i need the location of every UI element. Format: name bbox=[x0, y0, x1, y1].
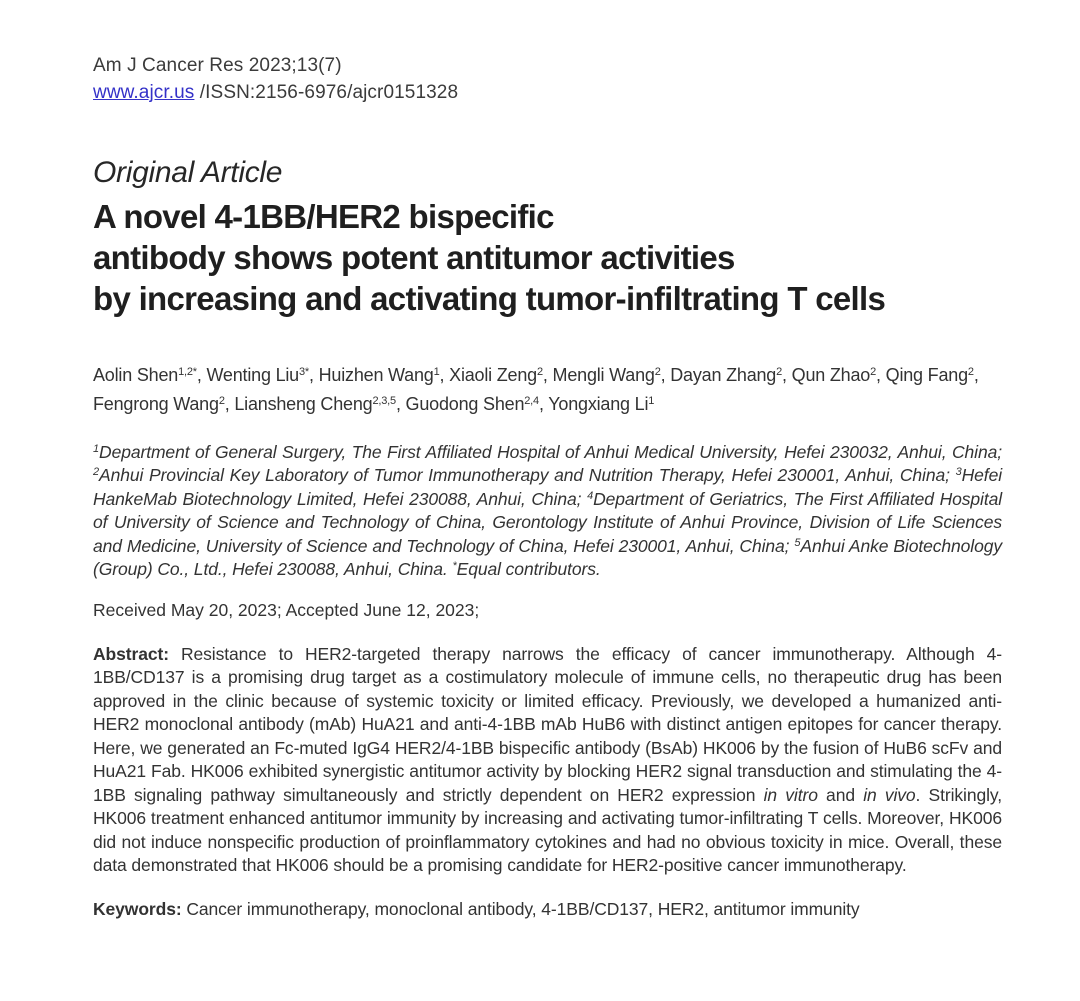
author-affil-sup: 2 bbox=[776, 365, 783, 378]
author: Qing Fang bbox=[885, 364, 968, 385]
abstract-italic-term: in vitro bbox=[763, 784, 818, 805]
affil-sup: 2 bbox=[93, 466, 100, 478]
issn-text: /ISSN:2156-6976/ajcr0151328 bbox=[194, 82, 459, 103]
affil-sup: * bbox=[452, 560, 457, 572]
author-separator: , bbox=[782, 364, 792, 385]
author-affil-sup: 2 bbox=[218, 394, 225, 407]
affil-sup: 4 bbox=[587, 489, 594, 502]
author-affil-sup: 2 bbox=[870, 365, 877, 378]
author-affil-sup: 2,4 bbox=[524, 394, 539, 407]
author: Aolin Shen bbox=[93, 364, 179, 385]
affil-text: Anhui Anke Biotechnology (Group) Co., Ltd., Hefei 230088, Anhui, China. bbox=[93, 535, 1002, 579]
article-title bbox=[93, 196, 1002, 319]
affil-sup: 5 bbox=[794, 536, 801, 549]
author: Fengrong Wang bbox=[93, 393, 219, 414]
author-affil-sup: 1 bbox=[433, 365, 440, 378]
affil-sup: 3 bbox=[955, 466, 962, 478]
author-separator: , bbox=[973, 364, 979, 385]
author-separator: , bbox=[660, 364, 671, 385]
author-separator: , bbox=[224, 393, 235, 414]
received-accepted-line: Received May 20, 2023; Accepted June 12, 2023; bbox=[93, 600, 480, 620]
keywords-line bbox=[93, 898, 1002, 922]
author-list bbox=[93, 361, 1002, 419]
author-separator: , bbox=[542, 364, 553, 385]
abstract-label: Abstract: bbox=[93, 643, 169, 664]
author-affil-sup: 2 bbox=[654, 365, 661, 378]
abstract-italic-term: in vivo bbox=[863, 784, 916, 805]
journal-issn-line bbox=[93, 79, 1002, 106]
author-affil-sup: 2 bbox=[967, 365, 974, 378]
author-affil-sup: 2 bbox=[537, 365, 543, 378]
author-separator: , bbox=[538, 393, 549, 414]
abstract-text: and bbox=[817, 784, 864, 805]
abstract-text: Resistance to HER2-targeted therapy narrows the efficacy of cancer immunotherapy. Although 4-1BB/CD137 is a promising drug target as a costimulatory molecule of immune cells, no therapeutic drug has been approved in the clinic because of systemic toxicity or limited efficacy. Previously, we developed a humanized anti-HER2 monoclonal antibody (mAb) HuA21 and anti-4-1BB mAb HuB6 with distinct antigen epitopes for cancer therapy. Here, we generated an Fc-muted IgG4 HER2/4-1BB bispecific antibody (BsAb) HK006 by the fusion of HuB6 scFv and HuA21 Fab. HK006 exhibited synergistic antitumor activity by blocking HER2 signal transduction and stimulating the 4-1BB signaling pathway simultaneously and strictly dependent on HER2 expression bbox=[93, 643, 1002, 805]
author-separator: , bbox=[196, 364, 207, 385]
abstract bbox=[93, 643, 1002, 878]
author: Qun Zhao bbox=[791, 364, 871, 385]
author-separator: , bbox=[309, 364, 319, 385]
title-line-1: A novel 4-1BB/HER2 bispecific bbox=[93, 197, 554, 235]
journal-header bbox=[93, 52, 1002, 106]
title-line-3: by increasing and activating tumor-infiltrating T cells bbox=[93, 279, 886, 317]
author-affil-sup: 3* bbox=[299, 365, 309, 378]
keywords-label: Keywords: bbox=[93, 898, 182, 919]
affil-sup: 1 bbox=[93, 442, 100, 455]
journal-citation: Am J Cancer Res 2023;13(7) bbox=[93, 55, 342, 76]
author-affil-sup: 1,2* bbox=[178, 365, 197, 378]
affil-text: Equal contributors. bbox=[456, 559, 601, 579]
author: Mengli Wang bbox=[552, 364, 655, 385]
journal-url-link[interactable]: www.ajcr.us bbox=[93, 82, 195, 103]
article-type-label: Original Article bbox=[93, 156, 283, 189]
keywords-text: Cancer immunotherapy, monoclonal antibody, 4-1BB/CD137, HER2, antitumor immunity bbox=[181, 898, 860, 919]
abstract-text: . Strikingly, HK006 treatment enhanced antitumor immunity by increasing and activating tumor-infiltrating T cells. Moreover, HK006 did not induce nonspecific production of proinflammatory cytokines and had no obvious toxicity in mice. Overall, these data demonstrated that HK006 should be a promising candidate for HER2-positive cancer immunotherapy. bbox=[93, 784, 1002, 875]
title-line-2: antibody shows potent antitumor activities bbox=[93, 238, 735, 276]
affil-text: Anhui Provincial Key Laboratory of Tumor Immunotherapy and Nutrition Therapy, Hefei 230001, Anhui, China; bbox=[99, 465, 956, 485]
author-separator: , bbox=[876, 364, 886, 385]
author: Wenting Liu bbox=[206, 364, 299, 385]
affil-text: Department of General Surgery, The First Affiliated Hospital of Anhui Medical University, Hefei 230032, Anhui, China; bbox=[99, 441, 1002, 462]
author: Dayan Zhang bbox=[670, 364, 777, 385]
author-separator: , bbox=[395, 393, 406, 414]
author: Xiaoli Zeng bbox=[449, 364, 537, 385]
author: Yongxiang Li bbox=[548, 393, 649, 414]
author-affil-sup: 1 bbox=[648, 394, 655, 407]
author: Guodong Shen bbox=[405, 393, 525, 414]
author-separator: , bbox=[439, 364, 450, 385]
affil-text: Department of Geriatrics, The First Affiliated Hospital of University of Science and Technology of China, Gerontology Institute of Anhui Province, Division of Life Sciences and Medicine, University of Science and Technology of China, Hefei 230001, Anhui, China; bbox=[93, 488, 1002, 556]
author-affil-sup: 2,3,5 bbox=[372, 394, 396, 407]
affiliations bbox=[93, 441, 1002, 582]
author: Liansheng Cheng bbox=[234, 393, 373, 414]
author: Huizhen Wang bbox=[318, 364, 434, 385]
affil-text: Hefei HankeMab Biotechnology Limited, Hefei 230088, Anhui, China; bbox=[93, 465, 1002, 509]
